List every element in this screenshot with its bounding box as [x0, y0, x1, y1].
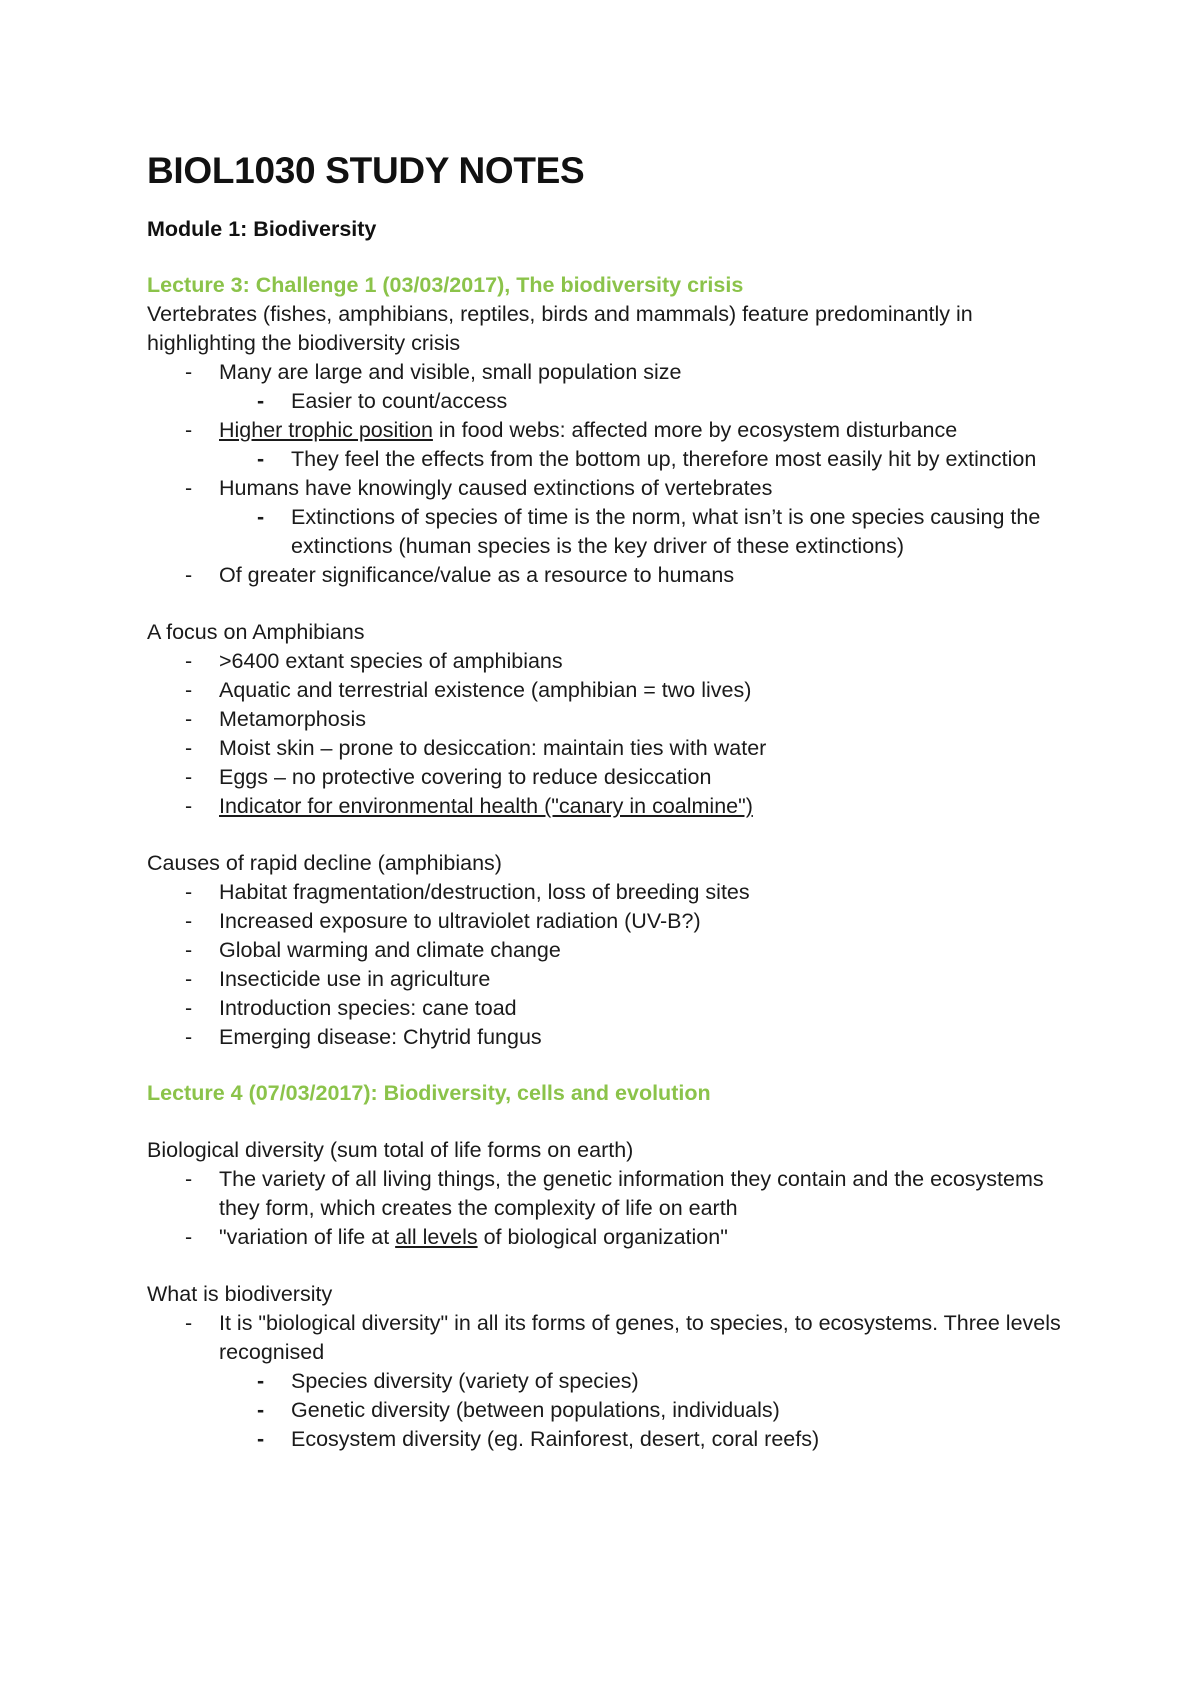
sub-list-item — [219, 1425, 1077, 1454]
sub-list-item — [219, 1367, 1077, 1396]
sub-list-item — [219, 503, 1077, 561]
sub-list-item-text: Species diversity (variety of species) — [291, 1369, 639, 1393]
list-item: - Habitat fragmentation/destruction, loss of breeding sites — [147, 878, 1077, 907]
list-item-text: Humans have knowingly caused extinctions of vertebrates — [219, 476, 773, 500]
list-item-text: Many are large and visible, small population size — [219, 360, 682, 384]
amphibians-heading: A focus on Amphibians — [147, 620, 365, 644]
list-item-text: of biological organization" — [477, 1225, 728, 1249]
document-title: BIOL1030 STUDY NOTES — [147, 150, 585, 191]
sub-list — [219, 387, 1077, 416]
list-item — [147, 792, 1077, 821]
underlined-term: all levels — [395, 1225, 478, 1249]
list-item — [147, 416, 1077, 474]
causes-heading: Causes of rapid decline (amphibians) — [147, 851, 502, 875]
list-item-text: "variation of life at — [219, 1225, 396, 1249]
list-item-text: It is "biological diversity" in all its forms of genes, to species, to ecosystems. Three levels recognised — [219, 1311, 1061, 1364]
list-item: - Metamorphosis — [147, 705, 1077, 734]
amphibians-list — [147, 647, 1077, 821]
list-item: - Insecticide use in agriculture — [147, 965, 1077, 994]
underlined-term: Higher trophic position — [219, 418, 433, 442]
list-item — [147, 358, 1077, 416]
list-item: - Increased exposure to ultraviolet radiation (UV-B?) — [147, 907, 1077, 936]
module-heading: Module 1: Biodiversity — [147, 217, 377, 241]
list-item: - Aquatic and terrestrial existence (amphibian = two lives) — [147, 676, 1077, 705]
sub-list — [219, 503, 1077, 561]
sub-list — [219, 1367, 1077, 1454]
lecture-4-heading: Lecture 4 (07/03/2017): Biodiversity, cells and evolution — [147, 1081, 711, 1105]
what-is-biodiversity-list — [147, 1309, 1077, 1454]
biological-diversity-heading: Biological diversity (sum total of life forms on earth) — [147, 1138, 634, 1162]
vertebrates-list — [147, 358, 1077, 590]
sub-list-item-text: Extinctions of species of time is the norm, what isn’t is one species causing the extinctions (human species is the key driver of these extinctions) — [291, 505, 1041, 558]
list-item-text: Of greater significance/value as a resource to humans — [219, 563, 735, 587]
underlined-term: Indicator for environmental health ("canary in coalmine") — [219, 794, 753, 818]
lecture-3-intro: Vertebrates (fishes, amphibians, reptiles, birds and mammals) feature predominantly in highlighting the biodiversity crisis — [147, 302, 973, 355]
list-item — [147, 474, 1077, 561]
notes-body — [147, 150, 1077, 1454]
list-item-text: in food webs: affected more by ecosystem disturbance — [432, 418, 958, 442]
sub-list-item-text: Ecosystem diversity (eg. Rainforest, desert, coral reefs) — [291, 1427, 820, 1451]
what-is-biodiversity-heading: What is biodiversity — [147, 1282, 333, 1306]
list-item — [147, 561, 1077, 590]
sub-list-item-text: Easier to count/access — [291, 389, 508, 413]
list-item: - Emerging disease: Chytrid fungus — [147, 1023, 1077, 1052]
list-item: - Moist skin – prone to desiccation: maintain ties with water — [147, 734, 1077, 763]
biological-diversity-list — [147, 1165, 1077, 1252]
lecture-3-heading: Lecture 3: Challenge 1 (03/03/2017), The biodiversity crisis — [147, 273, 744, 297]
list-item: - Global warming and climate change — [147, 936, 1077, 965]
list-item — [147, 1223, 1077, 1252]
sub-list-item-text: They feel the effects from the bottom up, therefore most easily hit by extinction — [291, 447, 1037, 471]
sub-list-item — [219, 387, 1077, 416]
list-item: - Eggs – no protective covering to reduce desiccation — [147, 763, 1077, 792]
sub-list-item — [219, 1396, 1077, 1425]
list-item: - Introduction species: cane toad — [147, 994, 1077, 1023]
sub-list — [219, 445, 1077, 474]
list-item: - >6400 extant species of amphibians — [147, 647, 1077, 676]
causes-list — [147, 878, 1077, 1052]
list-item — [147, 1309, 1077, 1454]
list-item: - The variety of all living things, the genetic information they contain and the ecosystems they form, which creates the complexity of life on earth — [147, 1165, 1077, 1223]
sub-list-item — [219, 445, 1077, 474]
sub-list-item-text: Genetic diversity (between populations, individuals) — [291, 1398, 780, 1422]
